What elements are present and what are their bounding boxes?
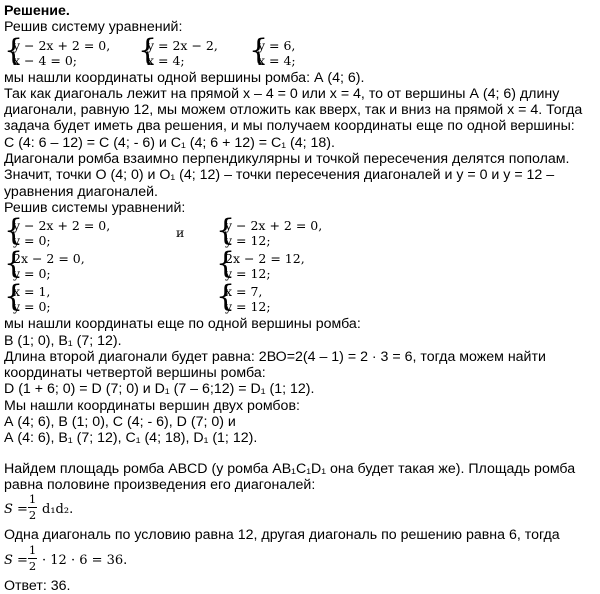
solution-heading: Решение.	[4, 3, 70, 19]
equation-systems-row-3	[4, 246, 598, 282]
paragraph-line: Мы нашли координаты вершин двух ромбов:	[4, 397, 300, 414]
fraction-numerator: 1	[28, 492, 37, 507]
fraction-numerator: 1	[28, 542, 37, 557]
conjunction-and: и	[176, 225, 185, 241]
brace-icon: {	[216, 279, 236, 315]
fraction	[28, 544, 37, 573]
equation: x = 4;	[147, 52, 185, 68]
fraction	[28, 493, 37, 522]
equation: x = 1,	[13, 284, 51, 300]
equation: y = 0;	[13, 266, 51, 282]
solution-document	[4, 3, 598, 594]
equation: 2x − 2 = 12,	[225, 251, 305, 267]
brace-icon: {	[4, 213, 24, 249]
paragraph-line: Диагонали ромба взаимно перпендикулярны и точкой пересечения делятся пополам.	[4, 151, 570, 168]
equation-systems-row-1	[4, 32, 598, 69]
area-calculation	[4, 544, 598, 578]
equation: x − 4 = 0;	[13, 52, 78, 68]
area-formula	[4, 493, 598, 527]
paragraph-line: А (4: 6), В₁ (7; 12), С₁ (4; 18), D₁ (1; 12).	[4, 430, 258, 447]
paragraph-line: равна половине произведения его диагоналей:	[4, 476, 316, 493]
paragraph-line: Решив системы уравнений:	[4, 199, 186, 216]
formula-lhs: S =	[4, 552, 28, 568]
paragraph-line: А (4; 6), В (1; 0), С (4; - 6), D (7; 0) и	[4, 414, 236, 431]
paragraph-line: Одна диагональ по условию равна 12, другая диагональ по решению равна 6, тогда	[4, 527, 560, 544]
brace-icon: {	[4, 279, 24, 315]
formula-lhs: S =	[4, 502, 28, 518]
equation: 2x − 2 = 0,	[13, 251, 85, 267]
paragraph-line: Длина второй диагонали будет равна: 2ВО=2(4 – 1) = 2 · 3 = 6, тогда можем найти	[4, 348, 546, 365]
paragraph-line: D (1 + 6; 0) = D (7; 0) и D₁ (7 – 6;12) = D₁ (1; 12).	[4, 381, 315, 398]
paragraph-line: уравнения диагоналей.	[4, 183, 158, 200]
equation: y − 2x + 2 = 0,	[225, 218, 323, 234]
paragraph-line: В (1; 0), В₁ (7; 12).	[4, 332, 122, 349]
brace-icon: {	[216, 246, 236, 282]
equation: y − 2x + 2 = 0,	[13, 37, 111, 53]
equation: x = 7,	[225, 284, 263, 300]
paragraph-line: мы нашли координаты одной вершины ромба: А (4; 6).	[4, 69, 365, 86]
equation: y = 12;	[225, 299, 271, 315]
formula-rhs: · 12 · 6 = 36.	[42, 552, 128, 568]
equation: y = 2x − 2,	[147, 37, 218, 53]
paragraph-line: Значит, точки О (4; 0) и О₁ (4; 12) – точки пересечения диагоналей и y = 0 и y = 12 –	[4, 167, 555, 184]
brace-icon: {	[4, 246, 24, 282]
paragraph-line: Так как диагональ лежит на прямой х – 4 = 0 или х = 4, то от вершины А (4; 6) длину	[4, 85, 560, 102]
equation: y = 12;	[225, 233, 271, 249]
brace-icon: {	[216, 213, 236, 249]
equation: y − 2x + 2 = 0,	[13, 218, 111, 234]
fraction-denominator: 2	[28, 558, 37, 573]
paragraph-line: С (4: 6 – 12) = С (4; - 6) и С₁ (4; 6 + 12) = С₁ (4; 18).	[4, 134, 335, 151]
equation: y = 0;	[13, 233, 51, 249]
paragraph: Решив систему уравнений:	[4, 19, 183, 36]
fraction-denominator: 2	[28, 508, 37, 523]
brace-icon: {	[138, 32, 158, 68]
brace-icon: {	[4, 32, 24, 68]
equation-systems-row-2	[4, 213, 598, 249]
formula-rhs: d₁d₂.	[42, 502, 74, 518]
equation: y = 6,	[258, 37, 296, 53]
paragraph-line: диагонали, равную 12, мы можем отложить как вверх, так и вниз на прямой х = 4. Тогда	[4, 102, 583, 119]
equation: x = 4;	[258, 52, 296, 68]
equation-systems-row-4	[4, 279, 598, 315]
paragraph-line: задача будет иметь два решения, и мы получаем координаты еще по одной вершины:	[4, 118, 575, 135]
equation: y = 0;	[13, 299, 51, 315]
paragraph-line: Найдем площадь ромба ABCD (у ромба AB₁C₁D₁ она будет такая же). Площадь ромба	[4, 460, 576, 477]
answer-line: Ответ: 36.	[4, 577, 71, 594]
paragraph-line: мы нашли координаты еще по одной вершины ромба:	[4, 316, 361, 333]
paragraph-line: координаты четвертой вершины ромба:	[4, 365, 266, 382]
equation: y = 12;	[225, 266, 271, 282]
brace-icon: {	[249, 32, 269, 68]
